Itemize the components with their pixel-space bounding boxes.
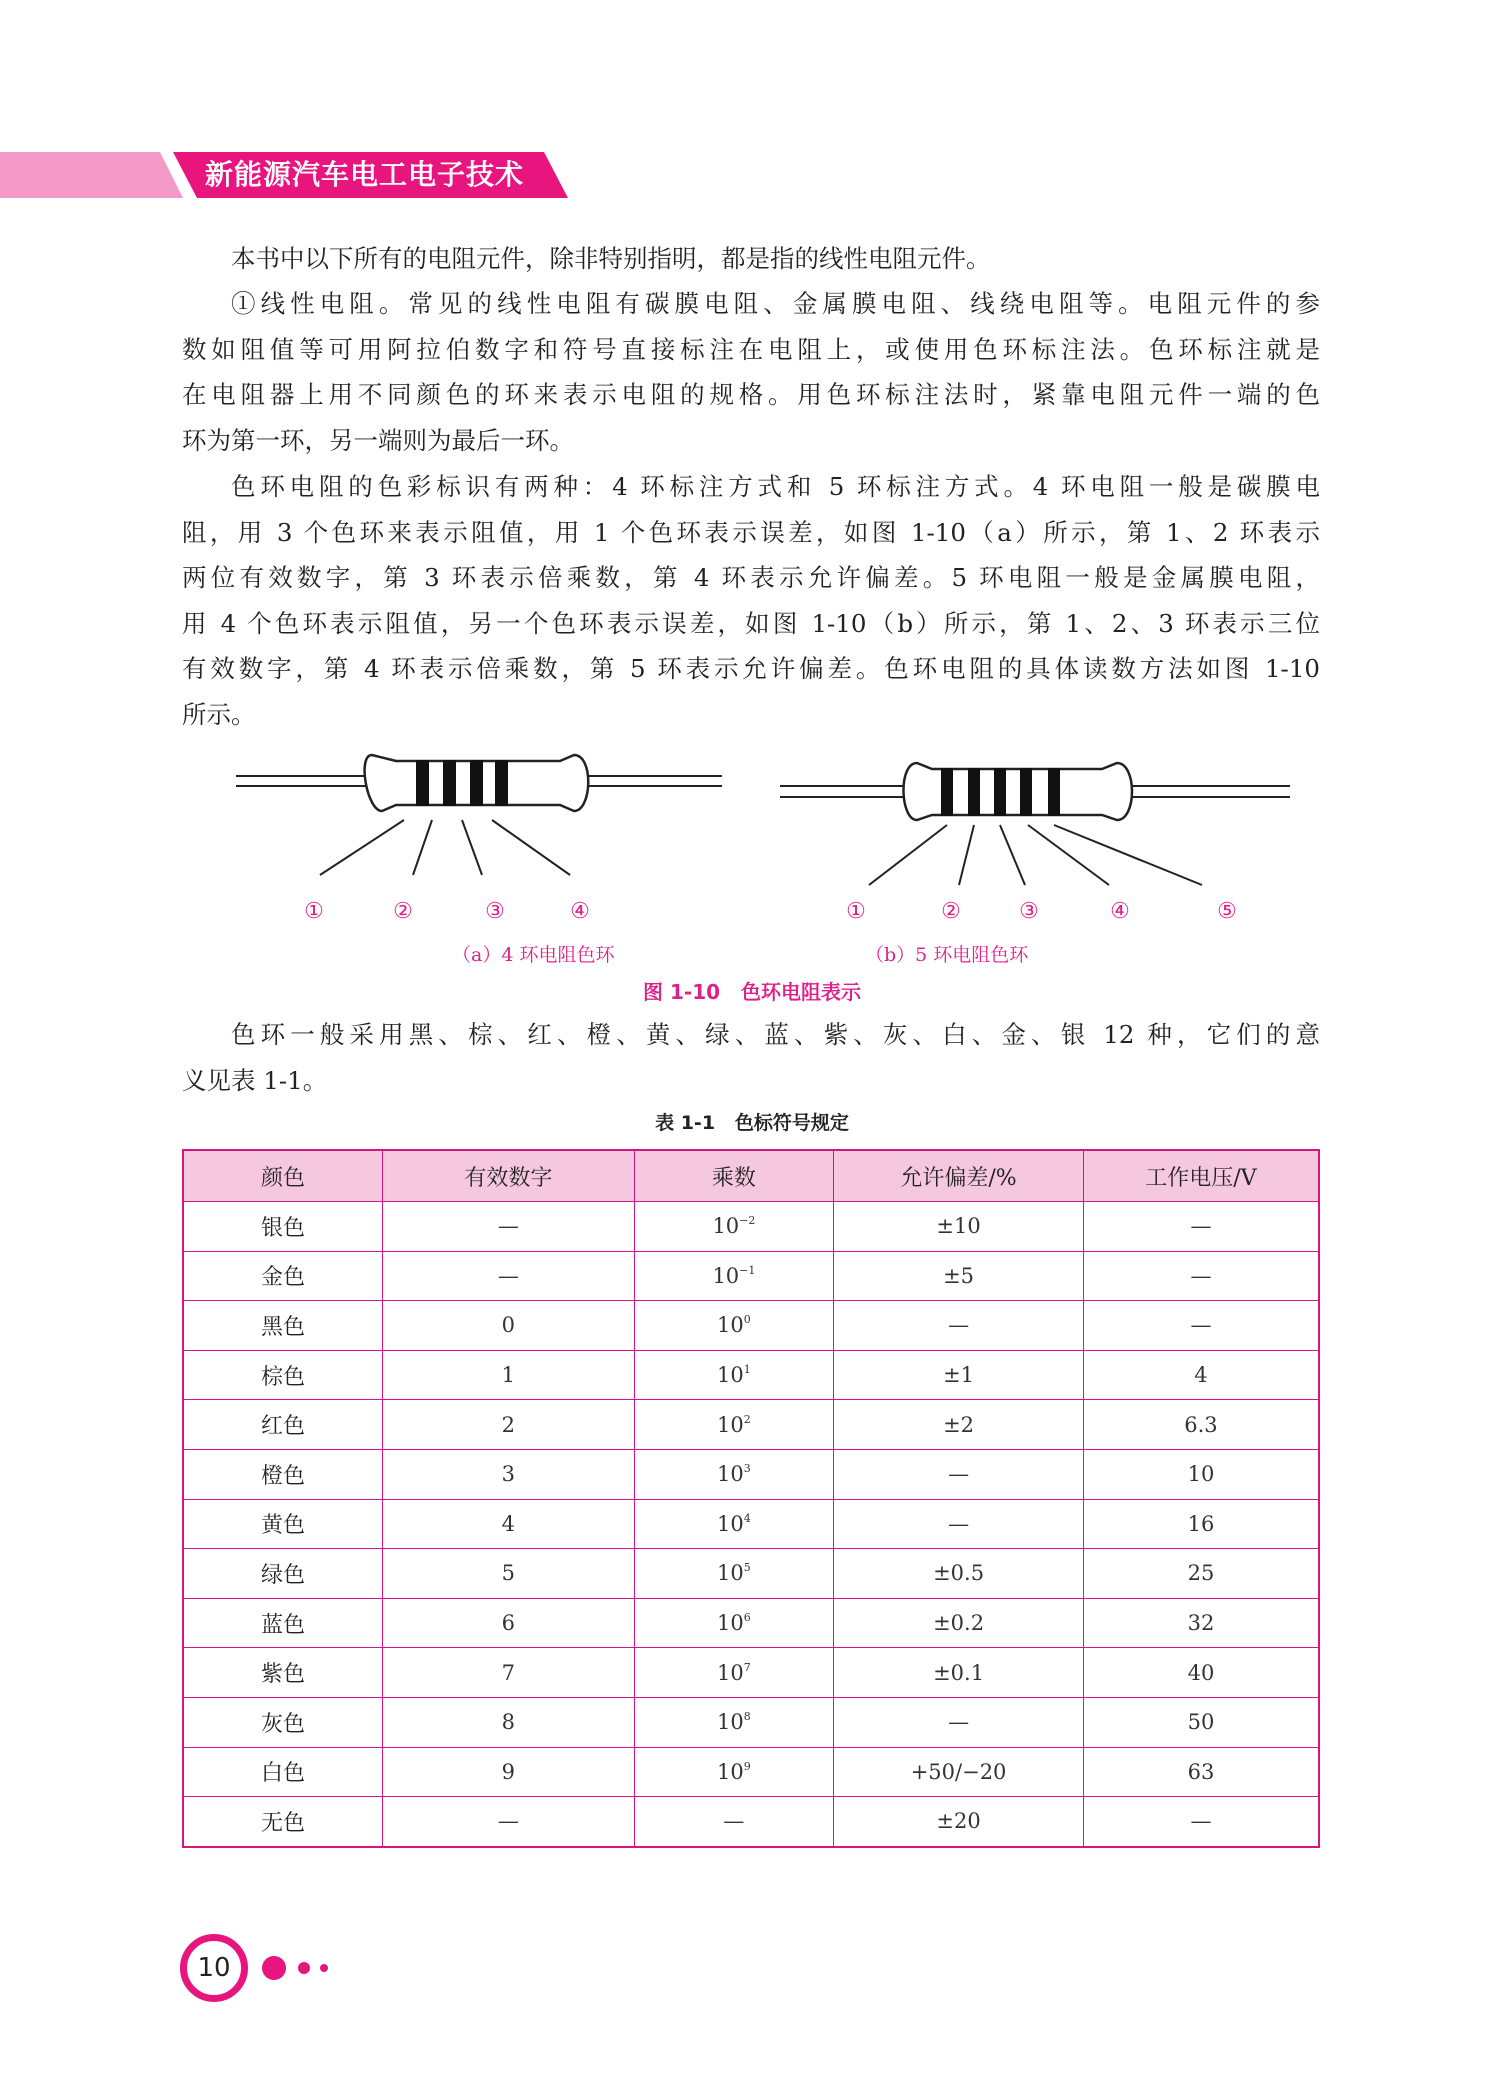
multiplier-cell: [634, 1251, 834, 1301]
multiplier-exponent: 4: [743, 1511, 751, 1525]
table-row: [183, 1449, 1319, 1499]
text-line: 用 4 个色环表示阻值，另一个色环表示误差，如图 1-10（b）所示，第 1、2、3 环表示三位: [182, 608, 1320, 638]
multiplier-base: 10: [712, 1263, 740, 1288]
text-line: 在电阻器上用不同颜色的环来表示电阻的规格。用色环标注法时，紧靠电阻元件一端的色: [182, 380, 1320, 409]
color-name-cell: 棕色: [183, 1350, 383, 1400]
multiplier-cell: [634, 1449, 834, 1499]
color-name-cell: 紫色: [183, 1648, 383, 1698]
multiplier-cell: [634, 1400, 834, 1450]
multiplier-base: 10: [717, 1412, 744, 1437]
multiplier-cell: [634, 1797, 834, 1847]
table-row: [183, 1251, 1319, 1301]
multiplier-cell: [634, 1697, 834, 1747]
tolerance-cell: —: [834, 1301, 1084, 1351]
column-header: 乘数: [634, 1150, 834, 1202]
color-band: [443, 760, 456, 806]
tolerance-cell: ±0.5: [834, 1549, 1084, 1599]
color-name-cell: 白色: [183, 1747, 383, 1797]
multiplier-cell: [634, 1549, 834, 1599]
table-body: [183, 1202, 1319, 1847]
color-name-cell: 蓝色: [183, 1598, 383, 1648]
color-name-cell: 黑色: [183, 1301, 383, 1351]
band-label-4: ④: [1110, 899, 1130, 924]
paragraph-4: [182, 1012, 1320, 1103]
color-band: [1048, 768, 1060, 816]
tolerance-cell: —: [834, 1697, 1084, 1747]
multiplier-cell: [634, 1350, 834, 1400]
column-header: 颜色: [183, 1150, 383, 1202]
multiplier-base: 10: [717, 1660, 744, 1685]
multiplier-cell: [634, 1648, 834, 1698]
table-row: [183, 1350, 1319, 1400]
color-name-cell: 灰色: [183, 1697, 383, 1747]
color-band: [495, 760, 508, 806]
multiplier-cell: [634, 1301, 834, 1351]
multiplier-base: 10: [717, 1462, 744, 1487]
color-name-cell: 无色: [183, 1797, 383, 1847]
table-row: [183, 1301, 1319, 1351]
voltage-cell: —: [1083, 1202, 1319, 1252]
multiplier-base: 10: [717, 1561, 744, 1586]
color-code-table: [182, 1149, 1320, 1848]
voltage-cell: 6.3: [1083, 1400, 1319, 1450]
pointer-line: [1000, 825, 1025, 885]
pointer-line: [320, 820, 404, 875]
band-label-5: ⑤: [1217, 899, 1237, 924]
text-line: 所示。: [182, 699, 256, 729]
voltage-cell: —: [1083, 1301, 1319, 1351]
color-band: [941, 768, 953, 816]
text-line: 两位有效数字，第 3 环表示倍乘数，第 4 环表示允许偏差。5 环电阻一般是金属膜电阻，: [182, 563, 1320, 592]
voltage-cell: 63: [1083, 1747, 1319, 1797]
band-label-4: ④: [570, 899, 590, 924]
digit-cell: 0: [383, 1301, 634, 1351]
resistor-4-band: [236, 755, 722, 924]
multiplier-cell: [634, 1598, 834, 1648]
band-label-3: ③: [485, 899, 505, 924]
digit-cell: 6: [383, 1598, 634, 1648]
pointer-line: [1054, 825, 1202, 885]
multiplier-exponent: 0: [743, 1313, 751, 1327]
text-line: 阻，用 3 个色环来表示阻值，用 1 个色环表示误差，如图 1-10（a）所示，第 1、2 环表示: [182, 517, 1320, 547]
color-band: [470, 760, 483, 806]
figure-subcaption-a: （a）4 环电阻色环: [452, 944, 615, 966]
digit-cell: —: [383, 1797, 634, 1847]
color-name-cell: 红色: [183, 1400, 383, 1450]
multiplier-base: 10: [717, 1710, 744, 1735]
multiplier-base: —: [723, 1809, 745, 1834]
digit-cell: —: [383, 1251, 634, 1301]
tolerance-cell: —: [834, 1449, 1084, 1499]
paragraph-3: [182, 464, 1320, 737]
paragraph-1: [182, 236, 1320, 282]
digit-cell: 9: [383, 1747, 634, 1797]
table-row: [183, 1400, 1319, 1450]
tolerance-cell: ±0.1: [834, 1648, 1084, 1698]
text-line: 数如阻值等可用阿拉伯数字和符号直接标注在电阻上，或使用色环标注法。色环标注就是: [182, 334, 1320, 364]
tolerance-cell: ±5: [834, 1251, 1084, 1301]
column-header: 允许偏差/%: [834, 1150, 1084, 1202]
tolerance-cell: —: [834, 1499, 1084, 1549]
color-name-cell: 橙色: [183, 1449, 383, 1499]
decorative-dot: [262, 1956, 286, 1980]
multiplier-cell: [634, 1747, 834, 1797]
multiplier-cell: [634, 1202, 834, 1252]
voltage-cell: 16: [1083, 1499, 1319, 1549]
voltage-cell: 50: [1083, 1697, 1319, 1747]
color-band: [416, 760, 429, 806]
digit-cell: 7: [383, 1648, 634, 1698]
digit-cell: —: [383, 1202, 634, 1252]
color-band: [1020, 768, 1032, 816]
text-line: 义见表 1-1。: [182, 1065, 328, 1095]
decorative-dot: [320, 1964, 328, 1972]
color-band: [994, 768, 1006, 816]
multiplier-exponent: 2: [743, 1412, 751, 1426]
color-name-cell: 金色: [183, 1251, 383, 1301]
band-label-1: ①: [846, 899, 866, 924]
multiplier-exponent: 3: [743, 1462, 751, 1476]
band-label-2: ②: [393, 899, 413, 924]
tolerance-cell: ±20: [834, 1797, 1084, 1847]
figure-caption: 图 1-10 色环电阻表示: [643, 980, 861, 1004]
multiplier-exponent: 1: [743, 1363, 751, 1377]
tolerance-cell: ±2: [834, 1400, 1084, 1450]
table-row: [183, 1697, 1319, 1747]
voltage-cell: 4: [1083, 1350, 1319, 1400]
pointer-line: [462, 820, 482, 875]
text-line: 色环电阻的色彩标识有两种：4 环标注方式和 5 环标注方式。4 环电阻一般是碳膜电: [231, 472, 1320, 501]
column-header: 工作电压/V: [1083, 1150, 1319, 1202]
text-line: ①线性电阻。常见的线性电阻有碳膜电阻、金属膜电阻、线绕电阻等。电阻元件的参: [231, 289, 1320, 318]
pointer-line: [492, 820, 570, 875]
multiplier-base: 10: [717, 1511, 744, 1536]
multiplier-base: 10: [717, 1313, 744, 1338]
multiplier-exponent: 9: [743, 1759, 751, 1773]
tolerance-cell: ±1: [834, 1350, 1084, 1400]
multiplier-exponent: 6: [743, 1611, 751, 1625]
pointer-line: [413, 820, 432, 875]
voltage-cell: 32: [1083, 1598, 1319, 1648]
column-header: 有效数字: [383, 1150, 634, 1202]
digit-cell: 5: [383, 1549, 634, 1599]
multiplier-base: 10: [717, 1611, 744, 1636]
table-row: [183, 1797, 1319, 1847]
table-row: [183, 1202, 1319, 1252]
multiplier-base: 10: [712, 1214, 740, 1239]
multiplier-base: 10: [717, 1759, 744, 1784]
table-caption: 表 1-1 色标符号规定: [655, 1112, 849, 1134]
tolerance-cell: ±0.2: [834, 1598, 1084, 1648]
text-line: 色环一般采用黑、棕、红、橙、黄、绿、蓝、紫、灰、白、金、银 12 种，它们的意: [231, 1020, 1320, 1049]
table-row: [183, 1747, 1319, 1797]
multiplier-exponent: −1: [739, 1263, 756, 1277]
digit-cell: 1: [383, 1350, 634, 1400]
tolerance-cell: +50/−20: [834, 1747, 1084, 1797]
multiplier-cell: [634, 1499, 834, 1549]
voltage-cell: 25: [1083, 1549, 1319, 1599]
color-band: [968, 768, 980, 816]
resistor-figure: [182, 745, 1320, 995]
text-line: 本书中以下所有的电阻元件，除非特别指明，都是指的线性电阻元件。: [231, 244, 991, 273]
voltage-cell: 10: [1083, 1449, 1319, 1499]
resistor-5-band: [780, 763, 1290, 924]
table-row: [183, 1549, 1319, 1599]
band-label-2: ②: [941, 899, 961, 924]
band-label-1: ①: [304, 899, 324, 924]
table-row: [183, 1648, 1319, 1698]
pointer-line: [869, 825, 947, 885]
table-row: [183, 1499, 1319, 1549]
multiplier-exponent: 7: [743, 1660, 751, 1674]
text-line: 有效数字，第 4 环表示倍乘数，第 5 环表示允许偏差。色环电阻的具体读数方法如图 1-10: [182, 654, 1320, 683]
paragraph-2: [182, 281, 1320, 463]
digit-cell: 2: [383, 1400, 634, 1450]
voltage-cell: 40: [1083, 1648, 1319, 1698]
digit-cell: 4: [383, 1499, 634, 1549]
color-name-cell: 黄色: [183, 1499, 383, 1549]
multiplier-base: 10: [717, 1363, 744, 1388]
digit-cell: 3: [383, 1449, 634, 1499]
tolerance-cell: ±10: [834, 1202, 1084, 1252]
table-header-row: [183, 1150, 1319, 1202]
multiplier-exponent: 5: [743, 1561, 751, 1575]
page-number: 10: [180, 1934, 248, 2002]
multiplier-exponent: 8: [743, 1710, 751, 1724]
decorative-dot: [298, 1962, 310, 1974]
header-title: 新能源汽车电工电子技术: [205, 158, 525, 191]
figure-subcaption-b: （b）5 环电阻色环: [865, 944, 1029, 966]
table-row: [183, 1598, 1319, 1648]
color-name-cell: 绿色: [183, 1549, 383, 1599]
color-name-cell: 银色: [183, 1202, 383, 1252]
text-line: 环为第一环，另一端则为最后一环。: [182, 425, 574, 455]
voltage-cell: —: [1083, 1797, 1319, 1847]
pointer-line: [959, 825, 974, 885]
voltage-cell: —: [1083, 1251, 1319, 1301]
pointer-line: [1028, 825, 1109, 885]
digit-cell: 8: [383, 1697, 634, 1747]
band-label-3: ③: [1019, 899, 1039, 924]
multiplier-exponent: −2: [739, 1214, 756, 1228]
